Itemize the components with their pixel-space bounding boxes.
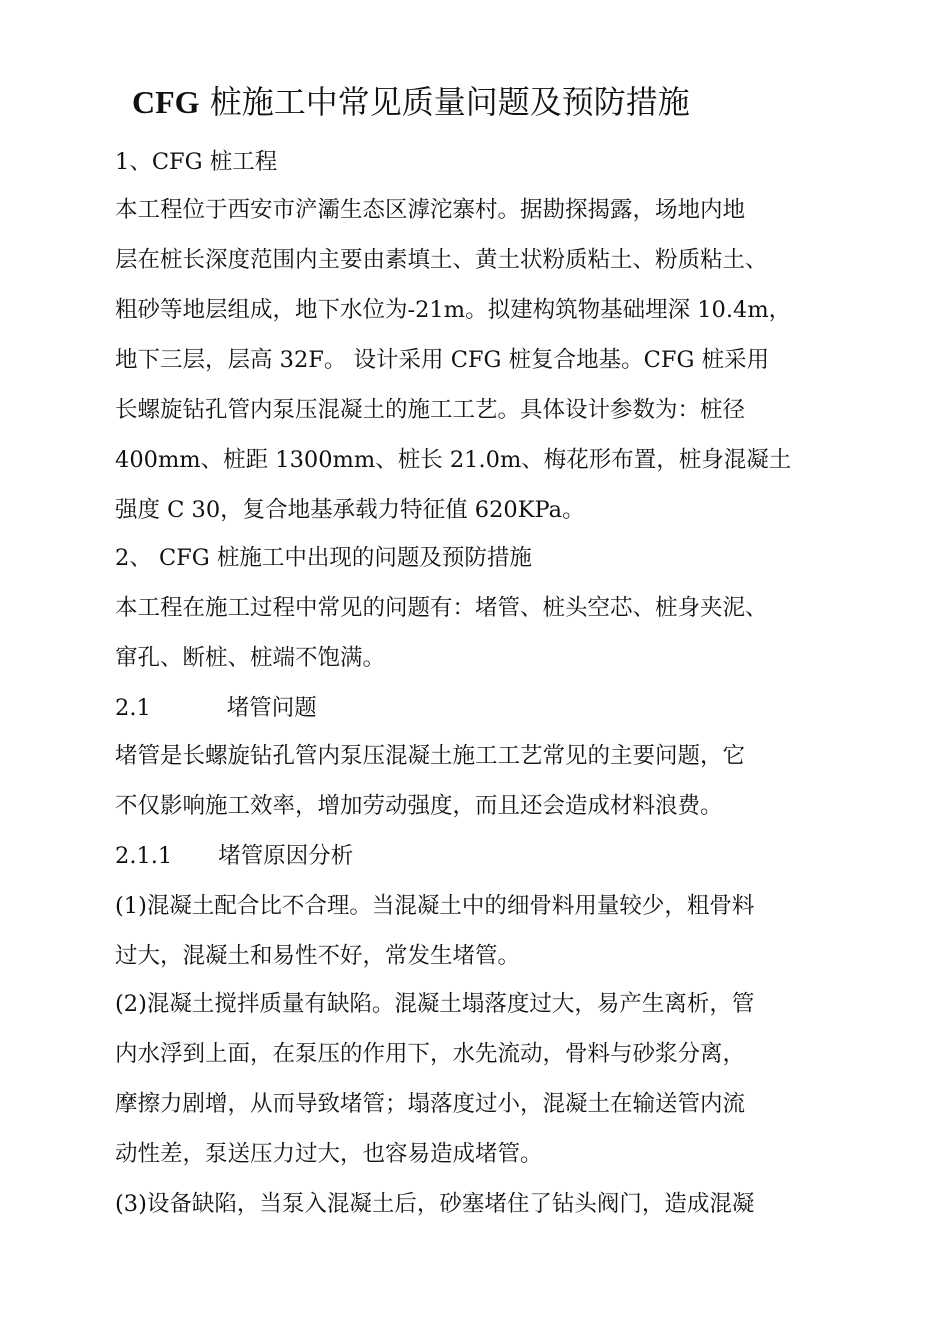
paragraph-line: 本工程位于西安市浐灞生态区滹沱寨村。据勘探揭露，场地内地 — [115, 197, 746, 223]
heading-number: 2.1 — [115, 695, 151, 721]
paragraph-line: 本工程在施工过程中常见的问题有：堵管、桩头空芯、桩身夹泥、 — [115, 595, 768, 621]
paragraph-line: 粗砂等地层组成，地下水位为-21m。拟建构筑物基础埋深 10.4m， — [115, 297, 792, 323]
paragraph-line: 窜孔、断桩、桩端不饱满。 — [115, 645, 386, 671]
heading-text: 堵管问题 — [226, 695, 317, 721]
subsection-heading-2-1-1 — [115, 836, 353, 876]
paragraph-line: 动性差，泵送压力过大，也容易造成堵管。 — [115, 1141, 543, 1167]
heading-number: 2.1.1 — [115, 843, 173, 869]
paragraph-line: (3)设备缺陷，当泵入混凝土后，砂塞堵住了钻头阀门，造成混凝 — [115, 1191, 755, 1217]
subsection-heading-2-1 — [115, 688, 317, 728]
paragraph-line: 长螺旋钻孔管内泵压混凝土的施工工艺。具体设计参数为：桩径 — [115, 397, 746, 423]
paragraph-line: 堵管是长螺旋钻孔管内泵压混凝土施工工艺常见的主要问题，它 — [115, 743, 746, 769]
paragraph-line: 层在桩长深度范围内主要由素填土、黄土状粉质粘土、粉质粘土、 — [115, 247, 768, 273]
paragraph-line: 过大，混凝土和易性不好，常发生堵管。 — [115, 943, 521, 969]
section-heading-2: 2、 CFG 桩施工中出现的问题及预防措施 — [115, 545, 532, 571]
paragraph-line: 摩擦力剧增，从而导致堵管；塌落度过小，混凝土在输送管内流 — [115, 1091, 746, 1117]
paragraph-line: 不仅影响施工效率，增加劳动强度，而且还会造成材料浪费。 — [115, 793, 723, 819]
title-latin: CFG — [132, 84, 200, 120]
document-title — [132, 76, 690, 128]
heading-text: 堵管原因分析 — [218, 843, 354, 869]
section-heading-1: 1、CFG 桩工程 — [115, 149, 278, 175]
paragraph-line: 地下三层，层高 32F。 设计采用 CFG 桩复合地基。CFG 桩采用 — [115, 347, 770, 373]
paragraph-line: (1)混凝土配合比不合理。当混凝土中的细骨料用量较少，粗骨料 — [115, 893, 755, 919]
paragraph-line: 强度 C 30，复合地基承载力特征值 620KPa。 — [115, 497, 585, 523]
title-text: 桩施工中常见质量问题及预防措施 — [199, 83, 690, 121]
paragraph-line: 内水浮到上面，在泵压的作用下，水先流动，骨料与砂浆分离， — [115, 1041, 746, 1067]
paragraph-line: 400mm、桩距 1300mm、桩长 21.0m、梅花形布置，桩身混凝土 — [115, 447, 792, 473]
paragraph-line: (2)混凝土搅拌质量有缺陷。混凝土塌落度过大，易产生离析，管 — [115, 991, 755, 1017]
